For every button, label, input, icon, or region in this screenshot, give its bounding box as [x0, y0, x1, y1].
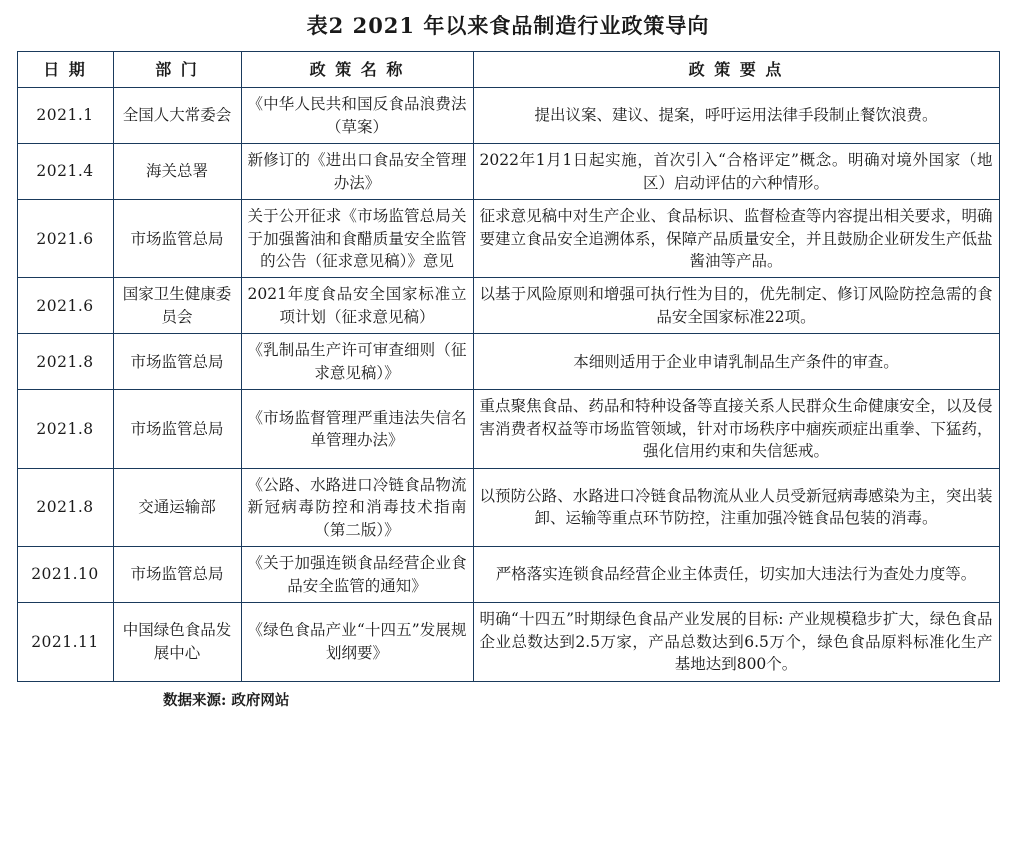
- cell-policy-points: 重点聚焦食品、药品和特种设备等直接关系人民群众生命健康安全，以及侵害消费者权益等市场监管领域，针对市场秩序中痼疾顽症出重拳、下猛药，强化信用约束和失信惩戒。: [473, 390, 999, 468]
- cell-department: 交通运输部: [113, 468, 241, 546]
- cell-department: 市场监管总局: [113, 200, 241, 278]
- cell-policy-points: 明确“十四五”时期绿色食品产业发展的目标: 产业规模稳步扩大，绿色食品企业总数达到2.5万家，产品总数达到6.5万个，绿色食品原料标准化生产基地达到800个。: [473, 603, 999, 681]
- policy-table: [17, 51, 1000, 682]
- cell-policy-name: 《绿色食品产业“十四五”发展规划纲要》: [241, 603, 473, 681]
- cell-date: 2021.10: [17, 547, 113, 603]
- cell-department: 海关总署: [113, 144, 241, 200]
- cell-policy-points: 提出议案、建议、提案，呼吁运用法律手段制止餐饮浪费。: [473, 88, 999, 144]
- table-row: [17, 88, 999, 144]
- cell-policy-name: 《关于加强连锁食品经营企业食品安全监管的通知》: [241, 547, 473, 603]
- cell-policy-name: 《乳制品生产许可审查细则（征求意见稿）》: [241, 334, 473, 390]
- table-row: [17, 390, 999, 468]
- cell-policy-points: 严格落实连锁食品经营企业主体责任，切实加大违法行为查处力度等。: [473, 547, 999, 603]
- cell-date: 2021.11: [17, 603, 113, 681]
- column-header-policy-points: 政 策 要 点: [473, 52, 999, 88]
- cell-department: 中国绿色食品发展中心: [113, 603, 241, 681]
- page-title: 表2 2021 年以来食品制造行业政策导向: [306, 13, 710, 38]
- cell-date: 2021.4: [17, 144, 113, 200]
- table-row: [17, 334, 999, 390]
- cell-date: 2021.8: [17, 334, 113, 390]
- table-row: [17, 144, 999, 200]
- table-row: [17, 603, 999, 681]
- column-header-date: 日 期: [17, 52, 113, 88]
- table-header: [17, 52, 999, 88]
- table-row: [17, 278, 999, 334]
- cell-policy-points: 2022年1月1日起实施，首次引入“合格评定”概念。明确对境外国家（地区）启动评估的六种情形。: [473, 144, 999, 200]
- cell-department: 市场监管总局: [113, 390, 241, 468]
- cell-policy-name: 新修订的《进出口食品安全管理办法》: [241, 144, 473, 200]
- cell-department: 全国人大常委会: [113, 88, 241, 144]
- table-row: [17, 547, 999, 603]
- table-row: [17, 200, 999, 278]
- cell-policy-name: 关于公开征求《市场监管总局关于加强酱油和食醋质量安全监管的公告（征求意见稿）》意见: [241, 200, 473, 278]
- cell-policy-name: 《中华人民共和国反食品浪费法（草案）: [241, 88, 473, 144]
- column-header-department: 部 门: [113, 52, 241, 88]
- cell-policy-name: 2021年度食品安全国家标准立项计划（征求意见稿）: [241, 278, 473, 334]
- cell-policy-name: 《市场监督管理严重违法失信名单管理办法》: [241, 390, 473, 468]
- cell-policy-points: 以基于风险原则和增强可执行性为目的，优先制定、修订风险防控急需的食品安全国家标准22项。: [473, 278, 999, 334]
- cell-date: 2021.6: [17, 200, 113, 278]
- cell-department: 国家卫生健康委员会: [113, 278, 241, 334]
- cell-policy-points: 本细则适用于企业申请乳制品生产条件的审查。: [473, 334, 999, 390]
- cell-date: 2021.1: [17, 88, 113, 144]
- cell-date: 2021.6: [17, 278, 113, 334]
- cell-date: 2021.8: [17, 390, 113, 468]
- table-row: [17, 468, 999, 546]
- source-note: 数据来源: 政府网站: [163, 691, 290, 709]
- cell-policy-points: 以预防公路、水路进口冷链食品物流从业人员受新冠病毒感染为主，突出装卸、运输等重点环节防控，注重加强冷链食品包装的消毒。: [473, 468, 999, 546]
- cell-date: 2021.8: [17, 468, 113, 546]
- table-body: [17, 88, 999, 681]
- cell-policy-points: 征求意见稿中对生产企业、食品标识、监督检查等内容提出相关要求，明确要建立食品安全追溯体系，保障产品质量安全，并且鼓励企业研发生产低盐酱油等产品。: [473, 200, 999, 278]
- cell-policy-name: 《公路、水路进口冷链食品物流新冠病毒防控和消毒技术指南（第二版）》: [241, 468, 473, 546]
- table-header-row: [17, 52, 999, 88]
- cell-department: 市场监管总局: [113, 547, 241, 603]
- column-header-policy-name: 政 策 名 称: [241, 52, 473, 88]
- cell-department: 市场监管总局: [113, 334, 241, 390]
